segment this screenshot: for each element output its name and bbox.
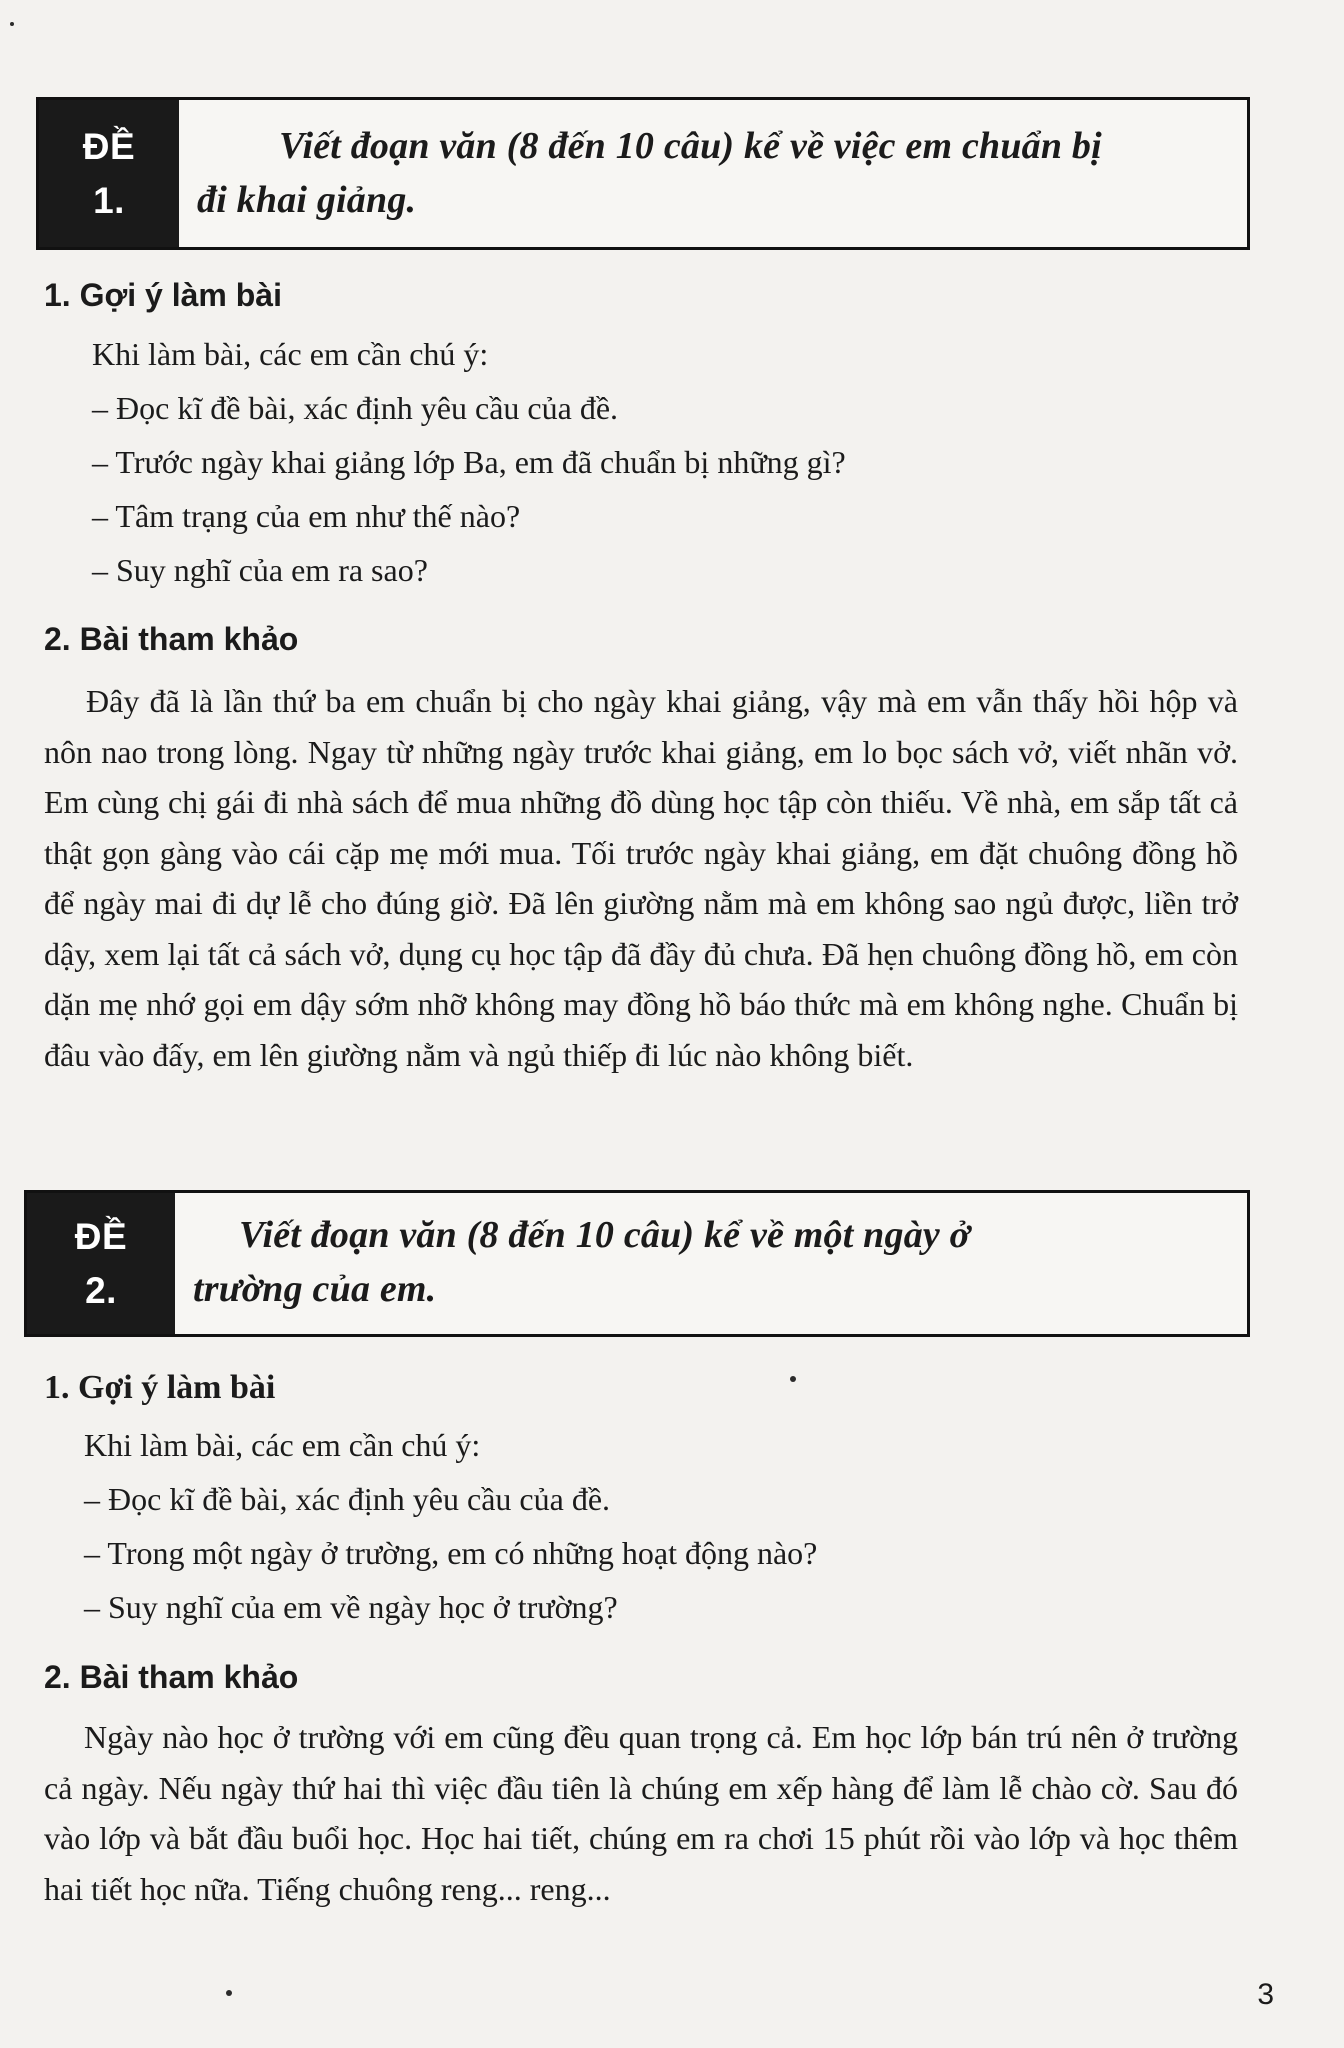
scan-speck	[226, 1990, 232, 1996]
task-title-line: Viết đoạn văn (8 đến 10 câu) kể về một ngày ở	[239, 1214, 971, 1256]
hint-list-1	[92, 327, 846, 597]
task-box-2	[24, 1190, 1250, 1337]
reference-heading-1: 2. Bài tham khảo	[44, 621, 299, 657]
reference-paragraph-2: Ngày nào học ở trường với em cũng đều quan trọng cả. Em học lớp bán trú nên ở trường cả ngày. Nếu ngày thứ hai thì việc đầu tiên là chúng em xếp hàng để làm lễ chào cờ. Sau đó vào lớp và bắt đầu buổi học. Học hai tiết, chúng em ra chơi 15 phút rồi vào lớp và học thêm hai tiết học nữa. Tiếng chuông reng... reng...	[44, 1719, 1238, 1907]
hint-heading-1: 1. Gợi ý làm bài	[44, 277, 282, 313]
task-label-number: 1.	[93, 179, 125, 221]
hint-line: Khi làm bài, các em cần chú ý:	[92, 336, 489, 372]
hint-line: – Đọc kĩ đề bài, xác định yêu cầu của đề.	[92, 390, 619, 426]
hint-line: – Trước ngày khai giảng lớp Ba, em đã chuẩn bị những gì?	[92, 444, 846, 480]
task-label-word: ĐỀ	[74, 1215, 128, 1257]
hint-line: – Suy nghĩ của em về ngày học ở trường?	[84, 1589, 618, 1625]
task-label-1	[39, 100, 179, 247]
hint-list-2	[84, 1418, 817, 1634]
hint-line: – Đọc kĩ đề bài, xác định yêu cầu của đề.	[84, 1481, 611, 1517]
reference-paragraph-1: Đây đã là lần thứ ba em chuẩn bị cho ngày khai giảng, vậy mà em vẫn thấy hồi hộp và nôn nao trong lòng. Ngay từ những ngày trước khai giảng, em lo bọc sách vở, viết nhãn vở. Em cùng chị gái đi nhà sách để mua những đồ dùng học tập còn thiếu. Về nhà, em sắp tất cả thật gọn gàng vào cái cặp mẹ mới mua. Tối trước ngày khai giảng, em đặt chuông đồng hồ để ngày mai đi dự lễ cho đúng giờ. Đã lên giường nằm mà em không sao ngủ được, liền trở dậy, xem lại tất cả sách vở, dụng cụ học tập đã đầy đủ chưa. Đã hẹn chuông đồng hồ, em còn dặn mẹ nhớ gọi em dậy sớm nhỡ không may đồng hồ báo thức mà em không nghe. Chuẩn bị đâu vào đấy, em lên giường nằm và ngủ thiếp đi lúc nào không biết.	[44, 683, 1238, 1073]
reference-heading-2: 2. Bài tham khảo	[44, 1659, 299, 1695]
hint-line: – Tâm trạng của em như thế nào?	[92, 498, 521, 534]
task-box-1	[36, 97, 1250, 250]
task-title-1	[197, 120, 1223, 228]
page-number: 3	[1257, 1978, 1274, 2011]
task-title-2	[193, 1209, 1223, 1317]
hint-line: – Trong một ngày ở trường, em có những hoạt động nào?	[84, 1535, 818, 1571]
scan-speck	[10, 22, 14, 26]
hint-line: Khi làm bài, các em cần chú ý:	[84, 1427, 481, 1463]
task-title-line: đi khai giảng.	[197, 178, 417, 221]
task-title-line: trường của em.	[193, 1267, 437, 1310]
scan-speck	[790, 1376, 796, 1382]
task-label-number: 2.	[85, 1269, 117, 1311]
hint-heading-2: 1. Gợi ý làm bài	[44, 1369, 276, 1406]
hint-line: – Suy nghĩ của em ra sao?	[92, 552, 428, 588]
task-label-2	[27, 1193, 175, 1334]
task-label-word: ĐỀ	[82, 125, 136, 167]
task-title-line: Viết đoạn văn (8 đến 10 câu) kể về việc em chuẩn bị	[279, 125, 1102, 167]
